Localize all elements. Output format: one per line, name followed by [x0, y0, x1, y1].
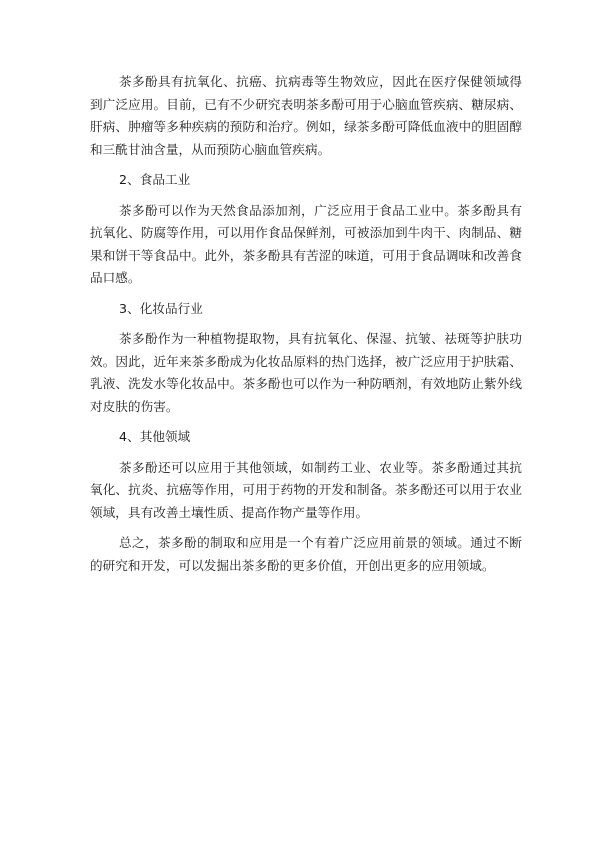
- intro-paragraph: 茶多酚具有抗氧化、抗癌、抗病毒等生物效应，因此在医疗保健领域得到广泛应用。目前，已有不少研究表明茶多酚可用于心脑血管疾病、糖尿病、肝病、肿瘤等多种疾病的预防和治疗。例如，绿茶多酚可降低血液中的胆固醇和三酰甘油含量，从而预防心脑血管疾病。: [90, 74, 522, 157]
- document-body: [90, 71, 522, 585]
- section-heading-other-fields: 4、其他领域: [119, 429, 191, 444]
- section-body-food-industry: 茶多酚可以作为天然食品添加剂，广泛应用于食品工业中。茶多酚具有抗氧化、防腐等作用，可以用作食品保鲜剂，可被添加到牛肉干、肉制品、糖果和饼干等食品中。此外，茶多酚具有苦涩的味道，可用于食品调味和改善食品口感。: [90, 202, 522, 285]
- section-heading-cosmetics: 3、化妆品行业: [119, 300, 203, 316]
- section-body-cosmetics: 茶多酚作为一种植物提取物，具有抗氧化、保湿、抗皱、祛斑等护肤功效。因此，近年来茶多酚成为化妆品原料的热门选择，被广泛应用于护肤霜、乳液、洗发水等化妆品中。茶多酚也可以作为一种防晒剂，有效地防止紫外线对皮肤的伤害。: [90, 331, 522, 414]
- section-body-other-fields: 茶多酚还可以应用于其他领域，如制药工业、农业等。茶多酚通过其抗氧化、抗炎、抗癌等作用，可用于药物的开发和制备。茶多酚还可以用于农业领域，具有改善土壤性质、提高作物产量等作用。: [90, 459, 522, 520]
- conclusion-paragraph: 总之，茶多酚的制取和应用是一个有着广泛应用前景的领域。通过不断的研究和开发，可以发掘出茶多酚的更多价值，开创出更多的应用领域。: [90, 535, 522, 573]
- section-heading-food-industry: 2、食品工业: [119, 172, 191, 187]
